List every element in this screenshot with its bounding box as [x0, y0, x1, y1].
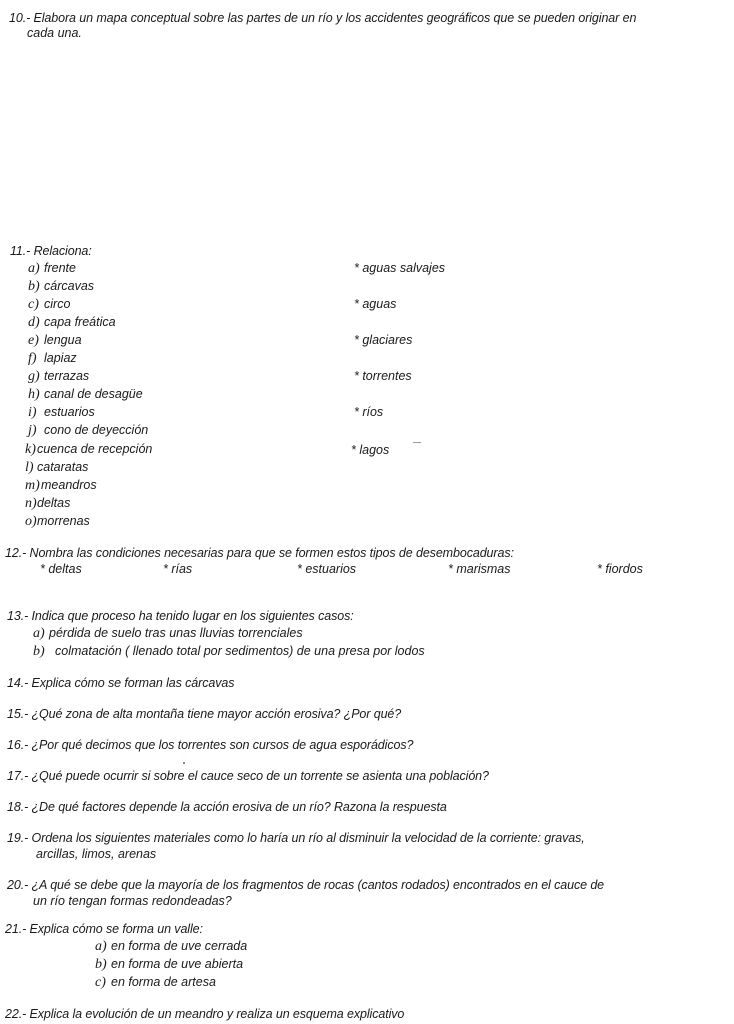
- question-20-line-1: 20.- ¿A qué se debe que la mayoría de los fragmentos de rocas (cantos rodados) encontrados en el cauce de: [7, 878, 605, 892]
- list-item: c) circo: [28, 297, 71, 312]
- option-item: * fiordos: [597, 562, 643, 576]
- list-item: c) en forma de artesa: [95, 975, 216, 990]
- list-item: * torrentes: [354, 369, 412, 383]
- question-10-line-1: 10.- Elabora un mapa conceptual sobre las partes de un río y los accidentes geográficos que se pueden originar en: [9, 11, 637, 25]
- list-item: * aguas salvajes: [354, 261, 446, 275]
- list-item: f) lapiaz: [28, 351, 77, 366]
- list-item: l) cataratas: [25, 460, 89, 475]
- list-item: m)meandros: [25, 478, 97, 493]
- question-16: 16.- ¿Por qué decimos que los torrentes son cursos de agua esporádicos?: [7, 738, 414, 752]
- list-item: b) cárcavas: [28, 279, 95, 294]
- option-item: * marismas: [448, 562, 511, 576]
- stray-dash-mark: [413, 442, 421, 443]
- question-14: 14.- Explica cómo se forman las cárcavas: [7, 676, 235, 690]
- list-item: a) frente: [28, 261, 76, 276]
- list-item: g) terrazas: [28, 369, 90, 384]
- question-22: 22.- Explica la evolución de un meandro y realiza un esquema explicativo: [5, 1007, 405, 1021]
- list-item: e) lengua: [28, 333, 82, 348]
- list-item: * ríos: [354, 405, 384, 419]
- question-19-line-1: 19.- Ordena los siguientes materiales como lo haría un río al disminuir la velocidad de la corriente: gravas,: [7, 831, 585, 845]
- option-item: * deltas: [40, 562, 82, 576]
- question-18: 18.- ¿De qué factores depende la acción erosiva de un río? Razona la respuesta: [7, 800, 447, 814]
- question-15: 15.- ¿Qué zona de alta montaña tiene mayor acción erosiva? ¿Por qué?: [7, 707, 402, 721]
- question-21-title: 21.- Explica cómo se forma un valle:: [5, 922, 203, 936]
- list-item: d) capa freática: [28, 315, 116, 330]
- list-item: k)cuenca de recepción: [25, 442, 153, 457]
- list-item: n)deltas: [25, 496, 71, 511]
- list-item: a) pérdida de suelo tras unas lluvias torrenciales: [33, 626, 303, 641]
- list-item: i) estuarios: [28, 405, 95, 420]
- list-item: a) en forma de uve cerrada: [95, 939, 248, 954]
- list-item: b) colmatación ( llenado total por sedimentos) de una presa por lodos: [33, 644, 425, 659]
- question-11-title: 11.- Relaciona:: [10, 244, 92, 258]
- list-item: b) en forma de uve abierta: [95, 957, 244, 972]
- list-item: h) canal de desagüe: [28, 387, 143, 402]
- option-item: * rías: [163, 562, 193, 576]
- list-item: j) cono de deyección: [28, 423, 149, 438]
- list-item: * glaciares: [354, 333, 413, 347]
- list-item: * lagos: [351, 443, 390, 457]
- question-10-line-2: cada una.: [27, 26, 82, 40]
- stray-dot-mark: [183, 762, 185, 764]
- question-19-line-2: arcillas, limos, arenas: [36, 847, 157, 861]
- option-item: * estuarios: [297, 562, 357, 576]
- list-item: o)morrenas: [25, 514, 90, 529]
- list-item: * aguas: [354, 297, 397, 311]
- question-20-line-2: un río tengan formas redondeadas?: [33, 894, 232, 908]
- question-12-title: 12.- Nombra las condiciones necesarias para que se formen estos tipos de desembocaduras:: [5, 546, 514, 560]
- question-17: 17.- ¿Qué puede ocurrir si sobre el cauce seco de un torrente se asienta una población?: [7, 769, 489, 783]
- question-13-title: 13.- Indica que proceso ha tenido lugar en los siguientes casos:: [7, 609, 354, 623]
